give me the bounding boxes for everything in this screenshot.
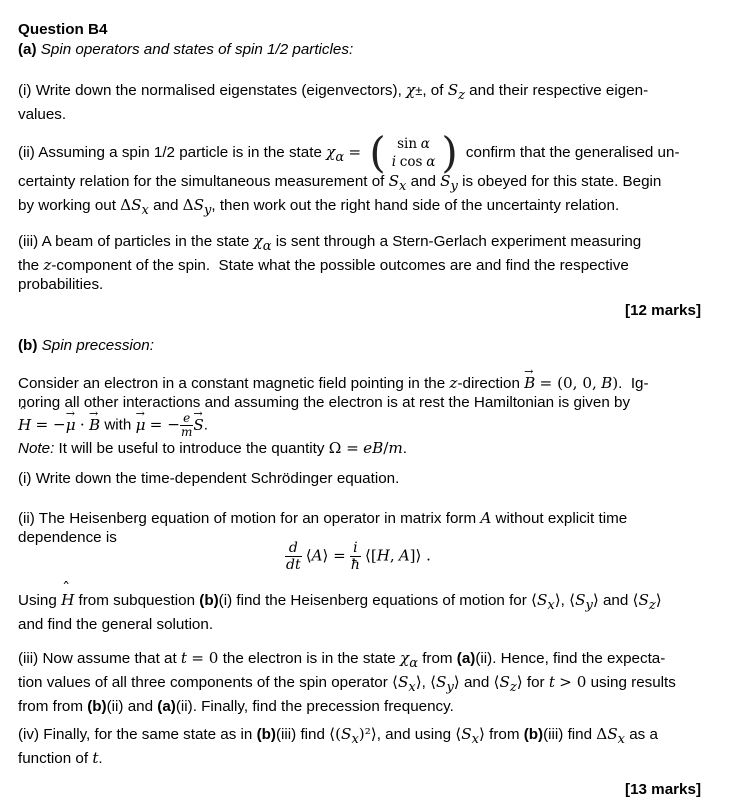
part-b-title: Spin precession: (41, 337, 154, 354)
note-label: Note: (18, 440, 55, 457)
part-a-heading (18, 40, 694, 59)
part-b-ii-followup: Using ˆ H from subquestion (b)(i) find the Heisenberg equations of motion for $⟨S_x⟩$, $⟨S_y⟩$ and $⟨S_z⟩$ and find the general solution. (18, 591, 694, 634)
part-b-intro: Consider an electron in a constant magnetic field pointing in the z-direction → B = (0, 0, B). Ig- noring all other interactions and assuming the electron is at rest the Hamiltonian is given by ˆ H = −→ μ · → B with → μ = − $\frac{e}{m}$ → S. Note: It will be useful to introduce the quantity Ω = eB/m. (18, 374, 694, 458)
part-b-ii: (ii) The Heisenberg equation of motion for an operator in matrix form A without explicit time dependence is (18, 509, 628, 546)
question-title: Question B4 (18, 21, 108, 38)
part-a-marks: [12 marks] (625, 302, 701, 319)
part-b-marks: [13 marks] (625, 781, 701, 798)
part-a-title: Spin operators and states of spin 1/2 particles: (40, 41, 354, 58)
heisenberg-equation: $\frac{d}{dt}$ ⟨A⟩ = $\frac{i}{ħ}$ ⟨[H, A]⟩ . (286, 540, 431, 573)
part-b-iv: (iv) Finally, for the same state as in (b)(iii) find $⟨(S_x)^2⟩$, and using $⟨S_x⟩$ from (b)(iii) find $\Delta S_x$ as a function of t. (18, 725, 658, 768)
state-vector-matrix: ( sin α i cos α ) (369, 127, 458, 177)
part-a-label: (a) (18, 41, 37, 58)
part-b-label: (b) (18, 337, 38, 354)
part-a-i: (i) Write down the normalised eigenstates (eigenvectors), χ±, of $S_z$ and their respective eigen- values. (18, 81, 649, 124)
note-text: It will be useful to introduce the quantity Ω = eB/m. (58, 439, 408, 457)
part-a-ii: (ii) Assuming a spin 1/2 particle is in the state $\chi_\alpha$ = ( sin α i cos α ) confirm that the generalised un- certainty relation for the simultaneous measurement of $S_x$ and $S_y$ is obeyed for this state. Begin by working out $\Delta S_x$ and $\Delta S_y$, then work out the right hand side of the uncertainty relation. (18, 127, 680, 219)
part-b-heading (18, 336, 694, 355)
part-b-i: (i) Write down the time-dependent Schrödinger equation. (18, 470, 400, 487)
part-b-iii: (iii) Now assume that at t = 0 the electron is in the state $\chi_\alpha$ from (a)(ii). Hence, find the expecta- tion values of all three components of the spin operator $⟨S_x⟩$, $⟨S_y⟩$ and $⟨S_z⟩$ for t > 0 using results from from (b)(ii) and (a)(ii). Finally, find the precession frequency. (18, 649, 676, 716)
part-a-iii: (iii) A beam of particles in the state $\chi_\alpha$ is sent through a Stern-Gerlach experiment measuring the z-component of the spin. State what the possible outcomes are and find the respective probabilities. (18, 232, 642, 294)
